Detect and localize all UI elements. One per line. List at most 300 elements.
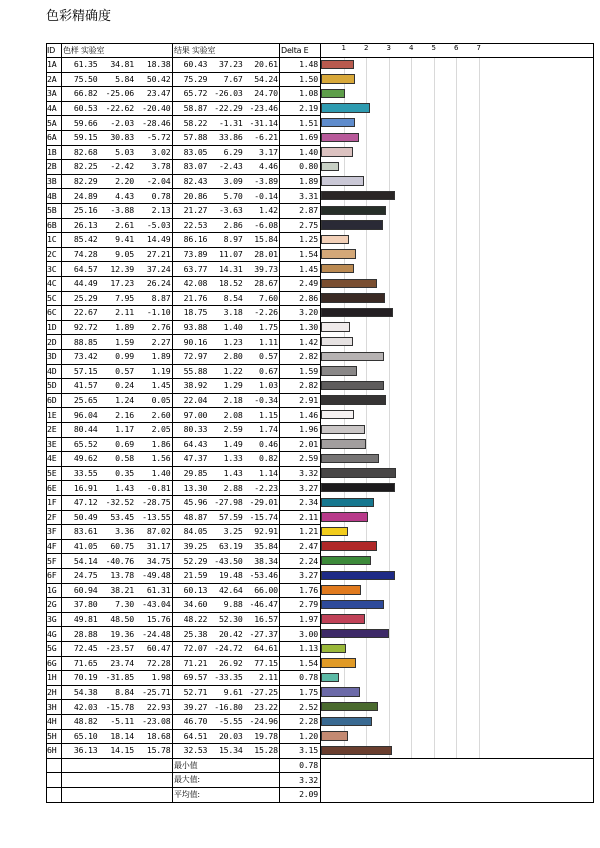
sample-lab-value-text: -40.76 <box>105 555 134 566</box>
result-lab-value-text: 42.08 <box>183 278 208 289</box>
result-lab-value <box>208 407 242 422</box>
sample-lab-value <box>99 159 135 174</box>
sample-lab-value <box>62 699 98 714</box>
result-lab-value-text: 16.57 <box>254 614 278 625</box>
result-lab-value <box>208 86 242 101</box>
sample-lab-value-text: 22.93 <box>146 701 171 712</box>
delta-e-value-text: 1.25 <box>299 234 318 245</box>
delta-e-bar <box>321 264 354 274</box>
delta-e-value <box>278 247 318 262</box>
sample-lab-value <box>99 203 135 218</box>
result-lab-value <box>244 670 278 685</box>
sample-lab-value-text: -23.57 <box>105 643 134 654</box>
result-lab-value <box>173 232 207 247</box>
delta-e-value-text: 2.01 <box>299 438 318 449</box>
delta-e-value <box>278 378 318 393</box>
result-lab-value <box>244 291 278 306</box>
delta-e-value-text: 1.89 <box>299 176 318 187</box>
patch-id-text: 4H <box>47 716 57 727</box>
delta-e-bar <box>321 600 384 610</box>
patch-id <box>47 539 60 554</box>
result-lab-value-text: 9.61 <box>223 687 243 698</box>
patch-id-text: 3C <box>47 263 57 274</box>
patch-id-text: 4A <box>47 103 57 114</box>
patch-id-text: 2C <box>47 249 57 260</box>
sample-lab-value-text: 0.35 <box>115 468 134 479</box>
summary-value-text: 0.78 <box>299 760 318 771</box>
patch-id <box>47 145 60 160</box>
patch-id <box>47 188 60 203</box>
result-lab-value-text: 2.86 <box>223 219 243 230</box>
patch-id <box>47 203 60 218</box>
sample-lab-value <box>135 451 171 466</box>
sample-lab-value <box>99 364 135 379</box>
delta-e-value-text: 1.97 <box>299 614 318 625</box>
patch-id <box>47 115 60 130</box>
delta-e-value <box>278 626 318 641</box>
sample-lab-value <box>135 729 171 744</box>
sample-lab-value <box>135 203 171 218</box>
sample-lab-value <box>135 261 171 276</box>
result-lab-value-text: 1.11 <box>258 336 278 347</box>
result-lab-value <box>244 437 278 452</box>
sample-lab-value-text: 7.95 <box>115 292 134 303</box>
sample-lab-value <box>135 583 171 598</box>
sample-lab-value-text: 4.43 <box>115 190 134 201</box>
result-lab-value-text: 11.07 <box>218 249 243 260</box>
delta-e-value <box>278 685 318 700</box>
result-lab-value-text: 32.53 <box>183 745 208 756</box>
patch-id <box>47 349 60 364</box>
sample-lab-value-text: 82.25 <box>73 161 98 172</box>
result-lab-value <box>244 393 278 408</box>
delta-e-value <box>278 699 318 714</box>
sample-lab-value-text: 5.84 <box>115 73 134 84</box>
patch-id-text: 6D <box>47 395 57 406</box>
result-lab-value <box>208 729 242 744</box>
sample-lab-value-text: 50.49 <box>73 511 98 522</box>
sample-lab-value-text: 38.21 <box>110 584 134 595</box>
result-lab-value <box>173 553 207 568</box>
delta-e-value <box>278 174 318 189</box>
sample-lab-value-text: 53.45 <box>110 511 134 522</box>
sample-lab-value-text: 2.11 <box>115 307 134 318</box>
result-lab-value-text: 1.22 <box>223 365 243 376</box>
sample-lab-value-text: 3.36 <box>115 526 134 537</box>
delta-e-value <box>278 743 318 758</box>
summary-label <box>174 772 274 787</box>
sample-lab-value <box>62 539 98 554</box>
delta-e-value <box>278 510 318 525</box>
sample-lab-value-text: -32.52 <box>105 497 134 508</box>
sample-lab-value-text: 0.78 <box>151 190 171 201</box>
sample-lab-value-text: -23.08 <box>142 716 171 727</box>
patch-id <box>47 407 60 422</box>
result-lab-value <box>208 553 242 568</box>
result-lab-value-text: 52.29 <box>183 555 208 566</box>
result-lab-value <box>208 130 242 145</box>
result-lab-value <box>173 626 207 641</box>
patch-id <box>47 729 60 744</box>
result-lab-value <box>173 145 207 160</box>
sample-lab-value <box>62 466 98 481</box>
result-lab-value <box>173 524 207 539</box>
sample-lab-value <box>135 218 171 233</box>
sample-lab-value <box>62 276 98 291</box>
result-lab-value-text: 20.61 <box>254 59 278 70</box>
sample-lab-value <box>135 597 171 612</box>
result-lab-value <box>208 437 242 452</box>
sample-lab-value <box>99 495 135 510</box>
delta-e-value-text: 3.27 <box>299 570 318 581</box>
patch-id-text: 6C <box>47 307 57 318</box>
result-lab-value <box>208 72 242 87</box>
sample-lab-value <box>62 597 98 612</box>
result-lab-value <box>244 86 278 101</box>
sample-lab-value <box>62 714 98 729</box>
delta-e-bar <box>321 235 349 245</box>
result-lab-value <box>244 685 278 700</box>
result-lab-value <box>208 247 242 262</box>
sample-lab-value <box>99 291 135 306</box>
sample-lab-value-text: 82.29 <box>73 176 98 187</box>
delta-e-bar <box>321 673 339 683</box>
patch-id-text: 3H <box>47 701 57 712</box>
result-lab-value-text: -6.08 <box>254 219 278 230</box>
result-lab-value <box>208 232 242 247</box>
sample-lab-value <box>62 57 98 72</box>
result-lab-value <box>173 656 207 671</box>
delta-e-value-text: 1.13 <box>299 643 318 654</box>
sample-lab-value-text: 0.69 <box>115 438 134 449</box>
sample-lab-value-text: 49.62 <box>73 453 98 464</box>
result-lab-value <box>208 626 242 641</box>
result-lab-value-text: 18.75 <box>183 307 208 318</box>
sample-lab-value <box>99 553 135 568</box>
delta-e-bar <box>321 614 365 624</box>
summary-value <box>278 787 318 802</box>
delta-e-bar <box>321 352 384 362</box>
patch-id-text: 2B <box>47 161 57 172</box>
delta-e-bar <box>321 279 377 289</box>
result-lab-value-text: 93.88 <box>183 322 208 333</box>
result-lab-value <box>173 393 207 408</box>
sample-lab-value-text: 65.52 <box>73 438 98 449</box>
delta-e-bar <box>321 717 372 727</box>
sample-lab-value <box>99 334 135 349</box>
result-lab-value-text: 14.31 <box>218 263 243 274</box>
sample-lab-value <box>135 495 171 510</box>
result-lab-value-text: 82.43 <box>183 176 208 187</box>
sample-lab-value-text: 60.53 <box>73 103 98 114</box>
sample-lab-value <box>99 437 135 452</box>
result-lab-value-text: -2.23 <box>254 482 278 493</box>
result-lab-value-text: 52.30 <box>218 614 243 625</box>
result-lab-value <box>244 364 278 379</box>
sample-lab-value <box>62 115 98 130</box>
sample-lab-value <box>99 261 135 276</box>
sample-lab-value <box>99 656 135 671</box>
delta-e-bar <box>321 191 395 201</box>
sample-lab-value <box>135 553 171 568</box>
summary-value-text: 2.09 <box>299 789 318 800</box>
result-lab-value-text: 1.40 <box>223 322 243 333</box>
delta-e-value-text: 2.86 <box>299 292 318 303</box>
delta-e-value <box>278 232 318 247</box>
sample-lab-value <box>62 203 98 218</box>
patch-id-text: 6E <box>47 482 57 493</box>
delta-e-bar <box>321 89 345 99</box>
patch-id-text: 6H <box>47 745 57 756</box>
result-lab-value-text: 83.05 <box>183 146 208 157</box>
sample-lab-value-text: -3.88 <box>110 205 134 216</box>
delta-e-bar <box>321 425 365 435</box>
patch-id-text: 4E <box>47 453 57 464</box>
delta-e-value-text: 3.20 <box>299 307 318 318</box>
delta-e-value-text: 1.75 <box>299 687 318 698</box>
result-lab-value <box>244 203 278 218</box>
delta-e-bar <box>321 746 392 756</box>
result-lab-value <box>208 188 242 203</box>
sample-lab-value-text: 14.15 <box>110 745 134 756</box>
result-lab-value <box>244 276 278 291</box>
summary-label-text: 最小值 <box>174 760 198 770</box>
patch-id <box>47 422 60 437</box>
sample-lab-value-text: 1.19 <box>151 365 171 376</box>
patch-id-text: 3B <box>47 176 57 187</box>
sample-lab-value <box>62 334 98 349</box>
result-lab-value <box>244 597 278 612</box>
sample-lab-value <box>99 685 135 700</box>
result-lab-value <box>208 393 242 408</box>
result-lab-value <box>244 159 278 174</box>
sample-lab-value <box>62 349 98 364</box>
delta-e-bar <box>321 381 384 391</box>
sample-lab-value-text: -13.55 <box>142 511 171 522</box>
sample-lab-value-text: 14.49 <box>146 234 171 245</box>
sample-lab-value-text: 47.12 <box>73 497 98 508</box>
sample-lab-value <box>62 86 98 101</box>
patch-id-text: 2E <box>47 424 57 435</box>
result-lab-value-text: 3.09 <box>223 176 243 187</box>
sample-lab-value-text: -49.48 <box>142 570 171 581</box>
delta-e-value <box>278 466 318 481</box>
patch-id-text: 2G <box>47 599 57 610</box>
result-lab-value <box>244 174 278 189</box>
result-lab-value-text: 92.91 <box>254 526 278 537</box>
patch-id-text: 6B <box>47 219 57 230</box>
sample-lab-value-text: 49.81 <box>73 614 98 625</box>
patch-id-text: 6G <box>47 657 57 668</box>
result-lab-value-text: 71.21 <box>183 657 208 668</box>
delta-e-value <box>278 203 318 218</box>
patch-id <box>47 72 60 87</box>
result-lab-value-text: -0.34 <box>254 395 278 406</box>
result-lab-value-text: 63.19 <box>218 541 243 552</box>
sample-lab-value-text: -25.06 <box>105 88 134 99</box>
result-lab-value <box>173 597 207 612</box>
sample-lab-value-text: 59.66 <box>73 117 98 128</box>
result-lab-value-text: 84.05 <box>183 526 208 537</box>
delta-e-value-text: 1.96 <box>299 424 318 435</box>
sample-lab-value <box>62 641 98 656</box>
result-lab-value <box>244 145 278 160</box>
delta-e-value-text: 3.32 <box>299 468 318 479</box>
result-lab-value-text: 64.51 <box>183 730 208 741</box>
table-border-bottom <box>46 802 594 803</box>
delta-e-value-text: 2.34 <box>299 497 318 508</box>
sample-lab-value <box>99 247 135 262</box>
patch-id <box>47 641 60 656</box>
delta-e-bar <box>321 571 395 581</box>
result-lab-value-text: -24.96 <box>249 716 278 727</box>
sample-lab-value <box>135 524 171 539</box>
result-lab-value-text: 35.84 <box>254 541 278 552</box>
header-id-text: ID <box>47 45 56 55</box>
result-lab-value-text: 15.28 <box>254 745 278 756</box>
sample-lab-value-text: 71.65 <box>73 657 98 668</box>
result-lab-value-text: 39.27 <box>183 701 208 712</box>
sample-lab-value <box>135 612 171 627</box>
result-lab-value-text: 80.33 <box>183 424 208 435</box>
sample-lab-value <box>135 349 171 364</box>
delta-e-value-text: 1.40 <box>299 146 318 157</box>
sample-lab-value-text: 27.21 <box>146 249 171 260</box>
patch-id-text: 4D <box>47 365 57 376</box>
sample-lab-value <box>62 480 98 495</box>
patch-id <box>47 495 60 510</box>
sample-lab-value <box>62 218 98 233</box>
result-lab-value-text: 2.08 <box>223 409 243 420</box>
sample-lab-value-text: 13.78 <box>110 570 134 581</box>
patch-id <box>47 174 60 189</box>
result-lab-value-text: 3.17 <box>258 146 278 157</box>
sample-lab-value-text: 54.38 <box>73 687 98 698</box>
delta-e-value <box>278 320 318 335</box>
result-lab-value <box>173 349 207 364</box>
summary-value <box>278 772 318 787</box>
patch-id <box>47 451 60 466</box>
sample-lab-value-text: 1.56 <box>151 453 171 464</box>
delta-e-bar <box>321 133 359 143</box>
result-lab-value <box>208 524 242 539</box>
sample-lab-value-text: -5.03 <box>146 219 171 230</box>
sample-lab-value-text: 80.44 <box>73 424 98 435</box>
patch-id-text: 5G <box>47 643 57 654</box>
sample-lab-value-text: 1.40 <box>151 468 171 479</box>
sample-lab-value-text: 85.42 <box>73 234 98 245</box>
result-lab-value <box>244 188 278 203</box>
sample-lab-value-text: 2.76 <box>151 322 171 333</box>
sample-lab-value <box>99 524 135 539</box>
result-lab-value <box>208 364 242 379</box>
sample-lab-value-text: 28.88 <box>73 628 98 639</box>
result-lab-value <box>244 729 278 744</box>
result-lab-value <box>244 539 278 554</box>
sample-lab-value-text: 0.57 <box>115 365 134 376</box>
sample-lab-value <box>62 407 98 422</box>
delta-e-value-text: 2.11 <box>299 511 318 522</box>
sample-lab-value-text: 5.03 <box>115 146 134 157</box>
patch-id <box>47 437 60 452</box>
sample-lab-value-text: -20.40 <box>142 103 171 114</box>
sample-lab-value-text: 72.28 <box>146 657 171 668</box>
patch-id <box>47 510 60 525</box>
sample-lab-value <box>135 568 171 583</box>
result-lab-value <box>208 57 242 72</box>
sample-lab-value-text: 1.17 <box>115 424 134 435</box>
result-lab-value <box>173 57 207 72</box>
patch-id <box>47 685 60 700</box>
result-lab-value-text: 1.03 <box>258 380 278 391</box>
result-lab-value-text: 38.34 <box>254 555 278 566</box>
chart-bottom-line <box>320 758 594 759</box>
sample-lab-value <box>99 699 135 714</box>
header-sample-lab-text: 色样 实验室 <box>63 45 105 55</box>
sample-lab-value <box>135 480 171 495</box>
result-lab-value <box>173 583 207 598</box>
delta-e-value-text: 3.00 <box>299 628 318 639</box>
sample-lab-value-text: 3.02 <box>151 146 171 157</box>
delta-e-value-text: 3.15 <box>299 745 318 756</box>
patch-id <box>47 480 60 495</box>
result-lab-value-text: 21.27 <box>183 205 208 216</box>
result-lab-value <box>173 437 207 452</box>
patch-id <box>47 393 60 408</box>
result-lab-value <box>208 641 242 656</box>
result-lab-value <box>173 714 207 729</box>
patch-id <box>47 524 60 539</box>
sample-lab-value-text: 12.39 <box>110 263 134 274</box>
result-lab-value <box>244 480 278 495</box>
result-lab-value <box>244 510 278 525</box>
sample-lab-value-text: 25.65 <box>73 395 98 406</box>
sample-lab-value <box>62 626 98 641</box>
sample-lab-value-text: 88.85 <box>73 336 98 347</box>
sample-lab-value-text: 70.19 <box>73 672 98 683</box>
sample-lab-value-text: -31.85 <box>105 672 134 683</box>
sample-lab-value-text: 25.16 <box>73 205 98 216</box>
sample-lab-value <box>135 743 171 758</box>
result-lab-value-text: -5.55 <box>218 716 243 727</box>
sample-lab-value <box>99 612 135 627</box>
sample-lab-value-text: -28.75 <box>142 497 171 508</box>
delta-e-value-text: 1.45 <box>299 263 318 274</box>
result-lab-value <box>244 612 278 627</box>
delta-e-value-text: 1.76 <box>299 584 318 595</box>
result-lab-value-text: 83.07 <box>183 161 208 172</box>
sample-lab-value <box>135 159 171 174</box>
result-lab-value <box>208 101 242 116</box>
sample-lab-value-text: -25.71 <box>142 687 171 698</box>
sample-lab-value <box>62 364 98 379</box>
delta-e-bar <box>321 162 339 172</box>
sample-lab-value <box>135 422 171 437</box>
delta-e-bar <box>321 629 389 639</box>
sample-lab-value <box>135 334 171 349</box>
delta-e-value-text: 1.48 <box>299 59 318 70</box>
sample-lab-value <box>135 57 171 72</box>
sample-lab-value-text: -0.81 <box>146 482 171 493</box>
result-lab-value <box>173 320 207 335</box>
sample-lab-value-text: 24.75 <box>73 570 98 581</box>
result-lab-value-text: 0.67 <box>258 365 278 376</box>
sample-lab-value <box>62 612 98 627</box>
sample-lab-value-text: 60.47 <box>146 643 171 654</box>
patch-id <box>47 305 60 320</box>
result-lab-value <box>208 480 242 495</box>
sample-lab-value-text: 48.82 <box>73 716 98 727</box>
